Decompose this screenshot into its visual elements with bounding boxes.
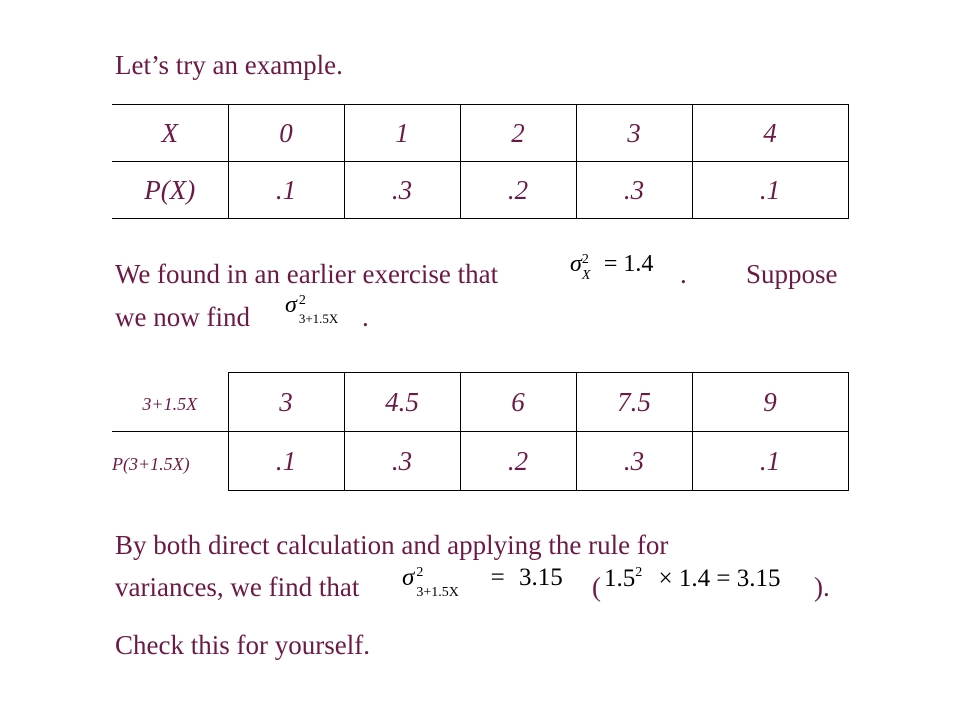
table-cell: 4 — [692, 105, 848, 162]
table-cell: .3 — [344, 432, 460, 491]
formula-rule-calculation — [604, 566, 780, 591]
outro-text: Check this for yourself. — [115, 630, 370, 660]
probability-table-x — [112, 104, 849, 219]
table-cell: 7.5 — [576, 373, 692, 432]
formula-subscript: 3+1.5X — [298, 311, 339, 326]
formula-base: 1.5 — [604, 565, 636, 592]
formula-superscript: 2 — [581, 252, 589, 267]
formula-superscript: 2 — [635, 565, 643, 580]
table-row — [112, 105, 848, 162]
table-header-label: P(3+1.5X) — [112, 453, 190, 474]
table-cell: .1 — [692, 432, 848, 491]
paragraph-2-line-1: By both direct calculation and applying the rule for — [115, 530, 669, 560]
formula-sigma-x-squared — [570, 251, 654, 283]
paragraph-dot-2: . — [362, 302, 369, 332]
table-header-cell: P(X) — [112, 162, 228, 219]
table-cell: 6 — [460, 373, 576, 432]
formula-symbol: σ — [402, 564, 415, 591]
formula-symbol: σ — [570, 251, 582, 277]
paragraph-2-line-2a: variances, we find that — [115, 572, 360, 602]
formula-rest: × 1.4 = 3.15 — [658, 565, 781, 592]
probability-table-transformed — [112, 372, 849, 491]
formula-sigma-linear-squared — [285, 292, 365, 326]
paren-close: ). — [814, 572, 830, 602]
formula-superscript: 2 — [298, 293, 306, 308]
table-cell: .3 — [344, 162, 460, 219]
paren-open: ( — [592, 572, 601, 602]
formula-subscript: 3+1.5X — [416, 585, 459, 600]
table-row — [112, 373, 848, 432]
table-cell: .3 — [576, 162, 692, 219]
table-header-cell — [112, 432, 228, 491]
table-cell: 3 — [576, 105, 692, 162]
formula-symbol: σ — [285, 292, 297, 318]
table-cell: .1 — [228, 432, 344, 491]
formula-rhs: = 1.4 — [603, 251, 654, 277]
formula-subscript: X — [581, 268, 591, 283]
paragraph-line-1b: Suppose — [746, 259, 838, 289]
table-row — [112, 162, 848, 219]
formula-value: 3.15 — [518, 564, 563, 591]
table-header-cell — [112, 373, 228, 432]
table-cell: 4.5 — [344, 373, 460, 432]
paragraph-line-2a: we now find — [115, 302, 250, 332]
paragraph-line-1a: We found in an earlier exercise that — [115, 259, 499, 289]
table-row — [112, 432, 848, 491]
table-cell: .2 — [460, 162, 576, 219]
table-cell: 3 — [228, 373, 344, 432]
intro-text: Let’s try an example. — [115, 50, 343, 80]
formula-superscript: 2 — [416, 565, 424, 580]
table-cell: 0 — [228, 105, 344, 162]
table-header-label: 3+1.5X — [142, 394, 198, 415]
table-cell: .1 — [692, 162, 848, 219]
paragraph-dot-1: . — [680, 259, 687, 289]
table-cell: 2 — [460, 105, 576, 162]
table-cell: .2 — [460, 432, 576, 491]
table-cell: .3 — [576, 432, 692, 491]
formula-equals: = — [490, 564, 505, 591]
table-cell: .1 — [228, 162, 344, 219]
table-cell: 9 — [692, 373, 848, 432]
table-header-cell: X — [112, 105, 228, 162]
table-cell: 1 — [344, 105, 460, 162]
formula-result-variance — [402, 564, 563, 600]
